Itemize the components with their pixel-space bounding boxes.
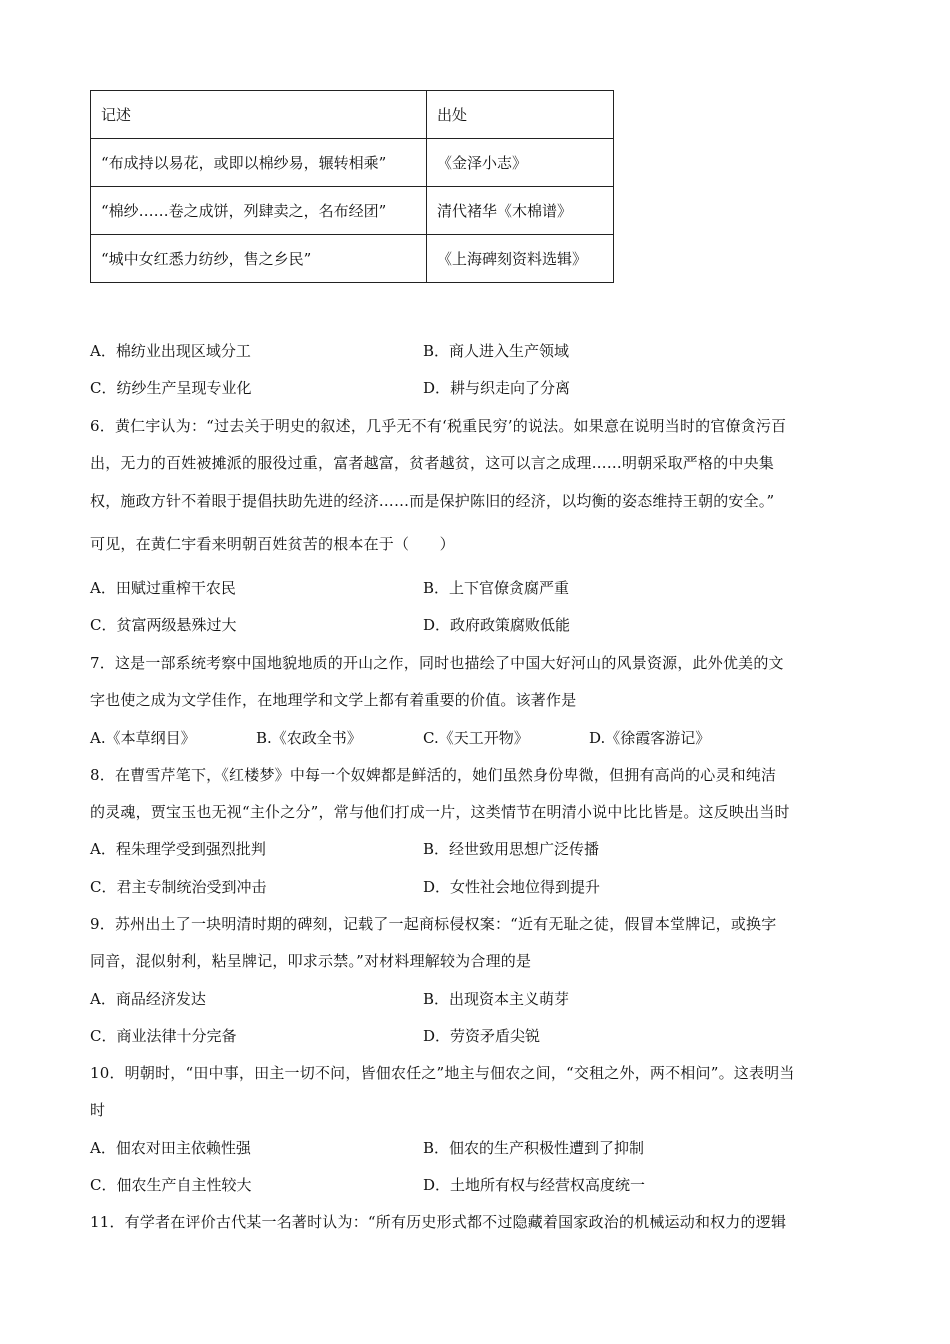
q8-option-d: D．女性社会地位得到提升	[423, 878, 601, 896]
q5-option-a: A．棉纺业出现区域分工	[90, 342, 251, 360]
q8-stem-line: 8．在曹雪芹笔下，《红楼梦》中每一个奴婢都是鲜活的，她们虽然身份卑微，但拥有高尚的心灵和纯洁	[90, 766, 777, 784]
q10-option-a: A．佃农对田主依赖性强	[90, 1139, 251, 1157]
table-cell: 《上海碑刻资料选辑》	[427, 235, 614, 283]
table-row	[91, 139, 614, 187]
q6-option-d: D．政府政策腐败低能	[423, 616, 571, 634]
q10-option-b: B．佃农的生产积极性遭到了抑制	[423, 1139, 645, 1157]
q6-stem-line: 权，施政方针不着眼于提倡扶助先进的经济……而是保护陈旧的经济，以均衡的姿态维持王朝的安全。”	[90, 492, 775, 510]
q8-option-a: A．程朱理学受到强烈批判	[90, 840, 266, 858]
q7-option-d: D.《徐霞客游记》	[589, 729, 711, 747]
q8-stem-line: 的灵魂，贾宝玉也无视“主仆之分”，常与他们打成一片，这类情节在明清小说中比比皆是。这反映出当时	[90, 803, 790, 821]
table-cell: 《金泽小志》	[427, 139, 614, 187]
q9-stem-line: 9．苏州出土了一块明清时期的碑刻，记载了一起商标侵权案：“近有无耻之徒，假冒本堂牌记，或换字	[90, 915, 777, 933]
q7-option-c: C.《天工开物》	[423, 729, 529, 747]
table-cell: “棉纱……卷之成饼，列肆卖之，名布经团”	[91, 187, 427, 235]
q8-option-b: B．经世致用思想广泛传播	[423, 840, 600, 858]
source-table	[90, 90, 614, 283]
q9-option-a: A．商品经济发达	[90, 990, 206, 1008]
table-header-cell: 记述	[91, 91, 427, 139]
q9-option-b: B．出现资本主义萌芽	[423, 990, 570, 1008]
q10-option-c: C．佃农生产自主性较大	[90, 1176, 252, 1194]
table-cell: 清代褚华《木棉谱》	[427, 187, 614, 235]
q6-stem-line: 可见，在黄仁宇看来明朝百姓贫苦的根本在于（ ）	[90, 535, 455, 553]
q6-stem-line: 出，无力的百姓被摊派的服役过重，富者越富，贫者越贫，这可以言之成理……明朝采取严格的中央集	[90, 454, 775, 472]
q10-stem-line: 时	[90, 1101, 106, 1119]
q6-option-b: B．上下官僚贪腐严重	[423, 579, 570, 597]
q5-option-b: B．商人进入生产领域	[423, 342, 570, 360]
q5-option-d: D．耕与织走向了分离	[423, 379, 571, 397]
q6-stem-line: 6．黄仁宇认为：“过去关于明史的叙述，几乎无不有‘税重民穷’的说法。如果意在说明当时的官僚贪污百	[90, 417, 787, 435]
table-row	[91, 235, 614, 283]
q6-option-c: C．贫富两级悬殊过大	[90, 616, 237, 634]
q10-stem-line: 10．明朝时，“田中事，田主一切不问，皆佃农任之”地主与佃农之间，“交租之外，两不相问”。这表明当	[90, 1064, 795, 1082]
table-cell: “布成持以易花，或即以棉纱易，辗转相乘”	[91, 139, 427, 187]
table-cell: “城中女红悉力纺纱，售之乡民”	[91, 235, 427, 283]
table-header-row	[91, 91, 614, 139]
q7-stem-line: 字也使之成为文学佳作，在地理学和文学上都有着重要的价值。该著作是	[90, 691, 577, 709]
table-header-cell: 出处	[427, 91, 614, 139]
q7-stem-line: 7．这是一部系统考察中国地貌地质的开山之作，同时也描绘了中国大好河山的风景资源，此外优美的文	[90, 654, 784, 672]
q9-option-d: D．劳资矛盾尖锐	[423, 1027, 541, 1045]
q9-option-c: C．商业法律十分完备	[90, 1027, 237, 1045]
q7-option-a: A.《本草纲目》	[90, 729, 196, 747]
q7-option-b: B.《农政全书》	[256, 729, 362, 747]
q10-option-d: D．土地所有权与经营权高度统一	[423, 1176, 646, 1194]
q9-stem-line: 同音，混似射利，粘呈牌记，叩求示禁。”对材料理解较为合理的是	[90, 952, 532, 970]
q8-option-c: C．君主专制统治受到冲击	[90, 878, 267, 896]
q5-option-c: C．纺纱生产呈现专业化	[90, 379, 252, 397]
q11-stem-line: 11．有学者在评价古代某一名著时认为：“所有历史形式都不过隐藏着国家政治的机械运动和权力的逻辑	[90, 1213, 787, 1231]
table-row	[91, 187, 614, 235]
q6-option-a: A．田赋过重榨干农民	[90, 579, 236, 597]
